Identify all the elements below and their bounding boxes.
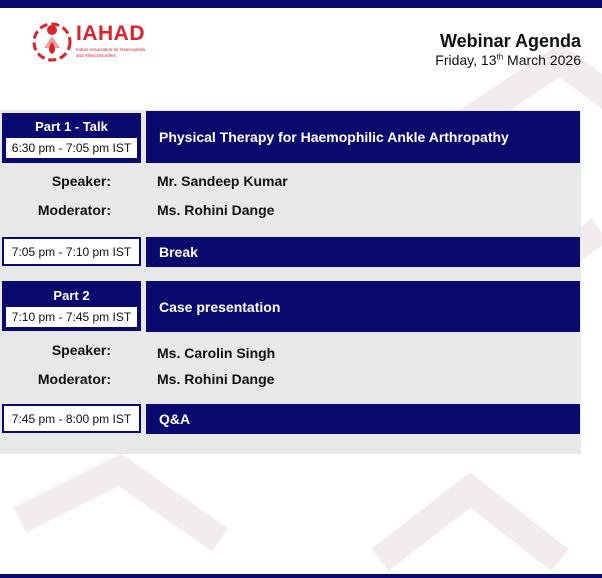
session-2-part-box [2, 281, 141, 331]
break-title: Break [146, 237, 580, 267]
agenda-date [435, 52, 581, 68]
session-1-speaker-label: Speaker: [51, 173, 111, 189]
agenda-title: Webinar Agenda [439, 31, 581, 51]
qa-title: Q&A [146, 404, 580, 434]
session-2-title: Case presentation [146, 281, 580, 332]
iahad-logo [30, 20, 150, 66]
session-2-moderator-name: Ms. Rohini Dange [157, 371, 275, 387]
session-1-part-box [2, 113, 141, 163]
session-2-speaker-label: Speaker: [51, 342, 111, 358]
logo-tagline: Indian Association for Haemophilia and Allied Disorders [76, 47, 146, 58]
session-2-moderator-label: Moderator: [37, 371, 111, 387]
session-1-time: 6:30 pm - 7:05 pm IST [6, 138, 137, 158]
session-1-title: Physical Therapy for Haemophilic Ankle Arthropathy [146, 111, 580, 163]
date-day: Friday, 13 [435, 52, 497, 68]
session-1-moderator-name: Ms. Rohini Dange [157, 202, 275, 218]
break-time: 7:05 pm - 7:10 pm IST [2, 237, 141, 266]
qa-time: 7:45 pm - 8:00 pm IST [2, 404, 141, 433]
logo-wordmark: IAHAD [76, 22, 145, 45]
session-1-moderator-label: Moderator: [37, 202, 111, 218]
date-month-year: March 2026 [503, 52, 581, 68]
session-2-speaker-name: Ms. Carolin Singh [157, 345, 276, 361]
session-1-part-label: Part 1 - Talk [35, 119, 108, 134]
session-1-speaker-name: Mr. Sandeep Kumar [157, 173, 288, 189]
session-2-part-label: Part 2 [53, 288, 90, 303]
session-2-time: 7:10 pm - 7:45 pm IST [6, 307, 137, 327]
date-ordinal: th [496, 52, 504, 62]
logo-emblem-icon [30, 20, 74, 64]
bottom-accent-bar [0, 574, 602, 578]
